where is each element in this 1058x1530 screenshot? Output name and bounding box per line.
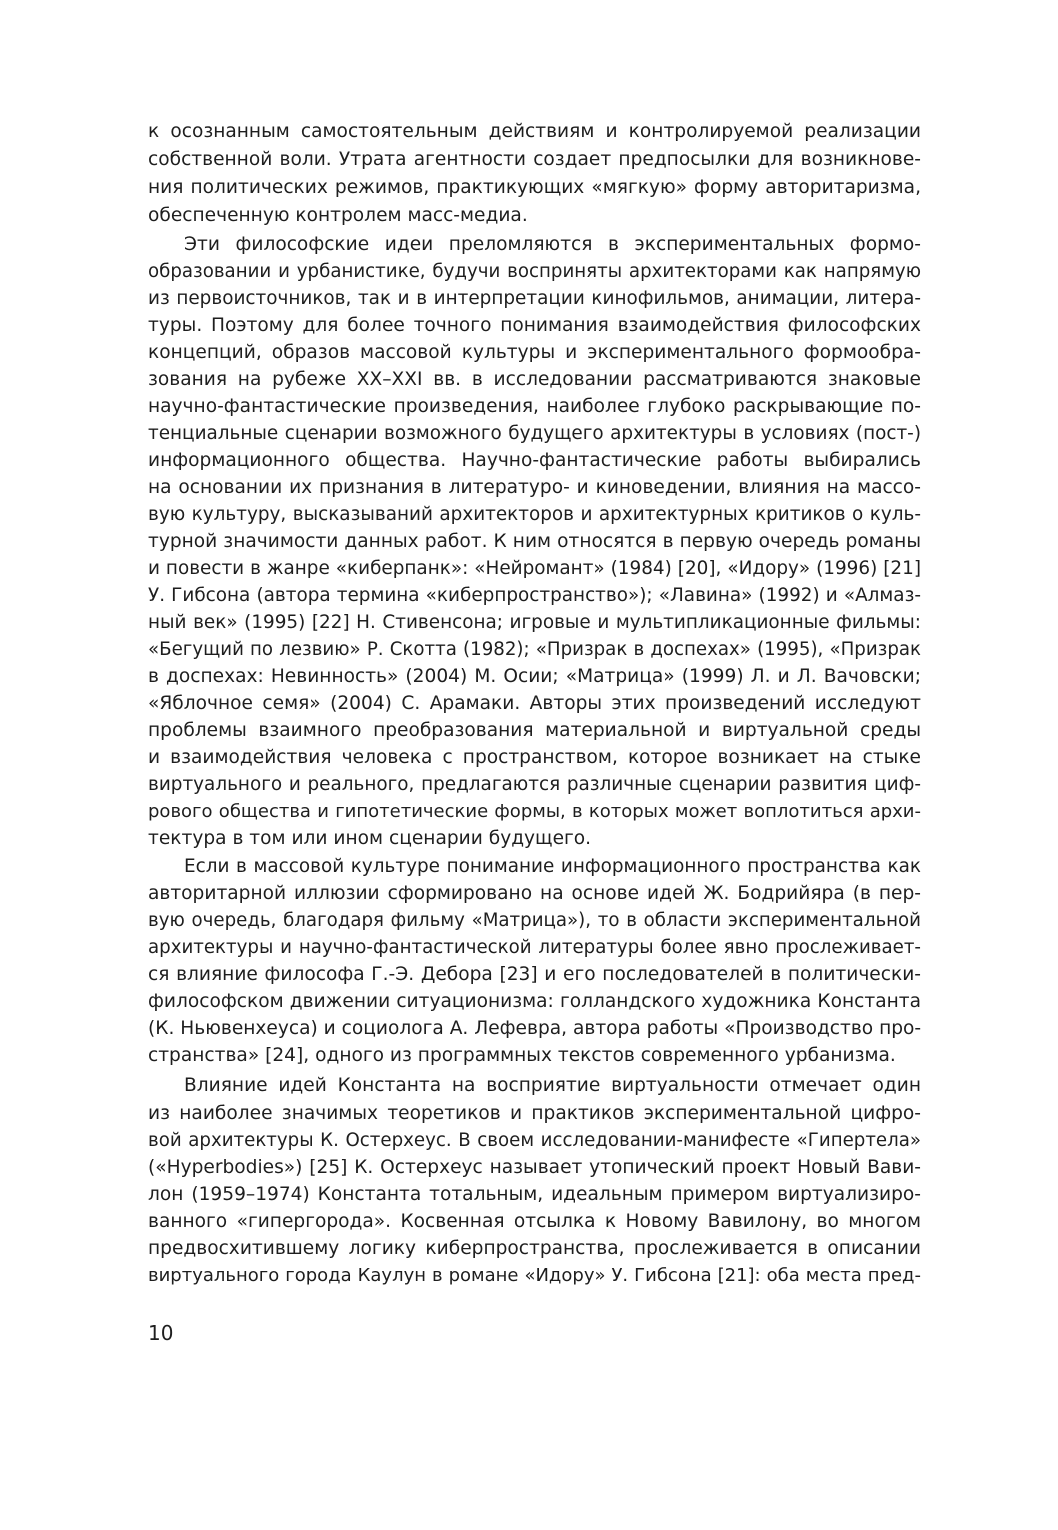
text-line: из наиболее значимых теоретиков и практиков экспериментальной цифро- (148, 1103, 921, 1124)
text-line: рового общества и гипотетические формы, в которых может воплотиться архи- (148, 801, 921, 822)
text-line: тенциальные сценарии возможного будущего архитектуры в условиях (пост-) (148, 423, 921, 444)
text-line: туры. Поэтому для более точного понимания взаимодействия философских (148, 315, 921, 336)
text-line: ся влияние философа Г.-Э. Дебора [23] и его последователей в политически- (148, 964, 921, 985)
text-line: тектура в том или ином сценарии будущего. (148, 828, 592, 849)
text-line: проблемы взаимного преобразования материальной и виртуальной среды (148, 720, 921, 741)
text-line: Эти философские идеи преломляются в экспериментальных формо- (184, 234, 921, 255)
text-line: и повести в жанре «киберпанк»: «Нейромант» (1984) [20], «Идору» (1996) [21] (148, 558, 921, 579)
text-line: обеспеченную контролем масс-медиа. (148, 205, 528, 226)
text-line: «Яблочное семя» (2004) С. Арамаки. Авторы этих произведений исследуют (148, 693, 921, 714)
text-line: («Hyperbodies») [25] К. Остерхеус называет утопический проект Новый Вави- (148, 1157, 921, 1178)
text-line: собственной воли. Утрата агентности создает предпосылки для возникнове- (148, 149, 921, 170)
text-line: философском движении ситуационизма: голландского художника Константа (148, 991, 921, 1012)
text-line: концепций, образов массовой культуры и экспериментального формообра- (148, 342, 921, 363)
text-line: лон (1959–1974) Константа тотальным, идеальным примером виртуализиро- (148, 1184, 921, 1205)
text-line: образовании и урбанистике, будучи восприняты архитекторами как напрямую (148, 261, 921, 282)
text-line: У. Гибсона (автора термина «киберпространство»); «Лавина» (1992) и «Алмаз- (148, 585, 921, 606)
text-line: из первоисточников, так и в интерпретации кинофильмов, анимации, литера- (148, 288, 921, 309)
text-line: вой архитектуры К. Остерхеус. В своем исследовании-манифесте «Гипертела» (148, 1130, 921, 1151)
text-line: и взаимодействия человека с пространством, которое возникает на стыке (148, 747, 921, 768)
text-line: турной значимости данных работ. К ним относятся в первую очередь романы (148, 531, 921, 552)
text-line: виртуального и реального, предлагаются различные сценарии развития циф- (148, 774, 921, 795)
page-number: 10 (148, 1321, 174, 1345)
text-line: вую культуру, высказываний архитекторов и архитектурных критиков о куль- (148, 504, 921, 525)
text-line: виртуального города Каулун в романе «Идору» У. Гибсона [21]: оба места пред- (148, 1265, 921, 1286)
text-line: информационного общества. Научно-фантастические работы выбирались (148, 450, 921, 471)
text-line: предвосхитившему логику киберпространства, прослеживается в описании (148, 1238, 921, 1259)
text-line: странства» [24], одного из программных текстов современного урбанизма. (148, 1045, 896, 1066)
text-line: Если в массовой культуре понимание информационного пространства как (184, 856, 921, 877)
text-line: (К. Ньювенхеуса) и социолога А. Лефевра, автора работы «Производство про- (148, 1018, 921, 1039)
text-line: архитектуры и научно-фантастической литературы более явно прослеживает- (148, 937, 921, 958)
text-line: зования на рубеже XX–XXI вв. в исследовании рассматриваются знаковые (148, 369, 921, 390)
text-line: к осознанным самостоятельным действиям и контролируемой реализации (148, 121, 921, 142)
text-line: вую очередь, благодаря фильму «Матрица»), то в области экспериментальной (148, 910, 921, 931)
text-line: ный век» (1995) [22] Н. Стивенсона; игровые и мультипликационные фильмы: (148, 612, 921, 633)
text-line: ния политических режимов, практикующих «мягкую» форму авторитаризма, (148, 177, 921, 198)
text-line: в доспехах: Невинность» (2004) М. Осии; «Матрица» (1999) Л. и Л. Вачовски; (148, 666, 921, 687)
text-line: научно-фантастические произведения, наиболее глубоко раскрывающие по- (148, 396, 921, 417)
text-line: «Бегущий по лезвию» Р. Скотта (1982); «Призрак в доспехах» (1995), «Призрак (148, 639, 921, 660)
text-line: авторитарной иллюзии сформировано на основе идей Ж. Бодрийяра (в пер- (148, 883, 921, 904)
text-line: ванного «гипергорода». Косвенная отсылка к Новому Вавилону, во многом (148, 1211, 921, 1232)
text-line: на основании их признания в литературо- и киноведении, влияния на массо- (148, 477, 921, 498)
text-line: Влияние идей Константа на восприятие виртуальности отмечает один (184, 1075, 921, 1096)
